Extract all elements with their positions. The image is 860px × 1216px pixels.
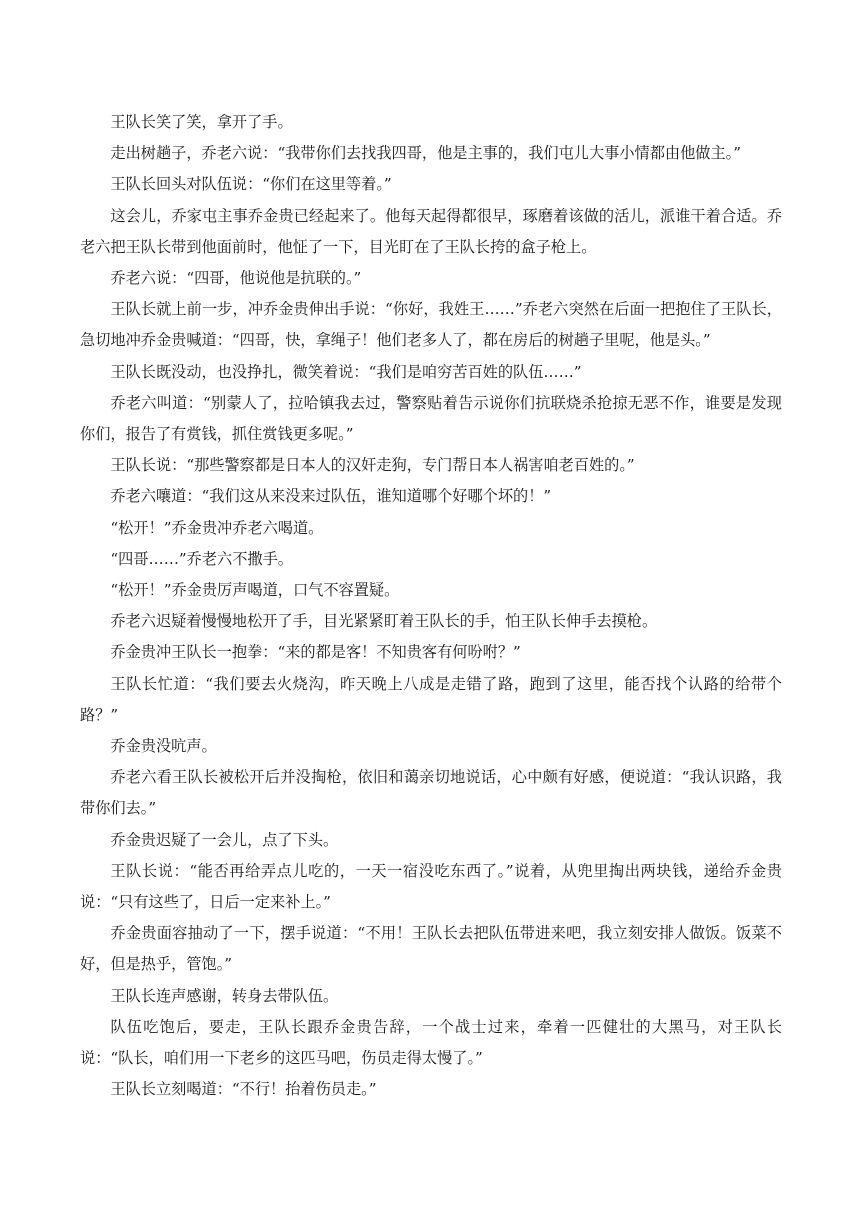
paragraph: 王队长回头对队伍说：“你们在这里等着。” bbox=[110, 175, 392, 194]
paragraph: 王队长就上前一步，冲乔金贵伸出手说：“你好，我姓王……”乔老六突然在后面一把抱住了王队长，急切地冲乔金贵喊道：“四哥，快，拿绳子！他们老多人了，都在房后的树趟子里呢，他是头。” bbox=[80, 300, 782, 350]
paragraph: 王队长既没动，也没挣扎，微笑着说：“我们是咱穷苦百姓的队伍……” bbox=[110, 362, 582, 381]
paragraph: 走出树趟子，乔老六说：“我带你们去找我四哥，他是主事的，我们屯儿大事小情都由他做主。” bbox=[110, 144, 742, 163]
paragraph: 乔老六叫道：“别蒙人了，拉哈镇我去过，警察贴着告示说你们抗联烧杀抢掠无恶不作，谁要是发现你们，报告了有赏钱，抓住赏钱更多呢。” bbox=[80, 393, 782, 444]
paragraph: 乔金贵冲王队长一抱拳：“来的都是客！不知贵客有何吩咐？” bbox=[110, 643, 521, 662]
paragraph: 乔老六迟疑着慢慢地松开了手，目光紧紧盯着王队长的手，怕王队长伸手去摸枪。 bbox=[110, 612, 658, 631]
paragraph: 王队长忙道：“我们要去火烧沟，昨天晚上八成是走错了路，跑到了这里，能否找个认路的给带个路？” bbox=[80, 674, 782, 724]
paragraph: 乔金贵面容抽动了一下，摆手说道：“不用！王队长去把队伍带进来吧，我立刻安排人做饭。饭菜不好，但是热乎，管饱。” bbox=[80, 924, 782, 974]
paragraph: 乔老六嚷道：“我们这从来没来过队伍，谁知道哪个好哪个坏的！” bbox=[110, 487, 552, 506]
paragraph: 乔金贵迟疑了一会儿，点了下头。 bbox=[110, 830, 339, 849]
paragraph: 王队长说：“那些警察都是日本人的汉奸走狗，专门帮日本人祸害咱老百姓的。” bbox=[110, 456, 635, 475]
paragraph: “松开！”乔金贵冲乔老六喝道。 bbox=[110, 518, 324, 537]
paragraph: 王队长说：“能否再给弄点儿吃的，一天一宿没吃东西了。”说着，从兜里掏出两块钱，递给乔金贵说：“只有这些了，日后一定来补上。” bbox=[80, 861, 782, 912]
paragraph: 这会儿，乔家屯主事乔金贵已经起来了。他每天起得都很早，琢磨着该做的活儿，派谁干着合适。乔老六把王队长带到他面前时，他怔了一下，目光盯在了王队长挎的盒子枪上。 bbox=[80, 206, 782, 256]
paragraph: “四哥……”乔老六不撒手。 bbox=[110, 549, 293, 568]
paragraph: “松开！”乔金贵厉声喝道，口气不容置疑。 bbox=[110, 581, 400, 600]
paragraph: 队伍吃饱后，要走，王队长跟乔金贵告辞，一个战士过来，牵着一匹健壮的大黑马，对王队长说：“队长，咱们用一下老乡的这匹马吧，伤员走得太慢了。” bbox=[80, 1017, 782, 1068]
paragraph: 乔老六说：“四哥，他说他是抗联的。” bbox=[110, 269, 362, 288]
paragraph: 乔金贵没吭声。 bbox=[110, 737, 217, 756]
paragraph: 王队长连声感谢，转身去带队伍。 bbox=[110, 986, 339, 1005]
story-text bbox=[80, 107, 782, 1106]
paragraph: 王队长立刻喝道：“不行！抬着伤员走。” bbox=[110, 1080, 377, 1099]
paragraph: 乔老六看王队长被松开后并没掏枪，依旧和蔼亲切地说话，心中颇有好感，便说道：“我认识路，我带你们去。” bbox=[80, 768, 782, 818]
paragraph: 王队长笑了笑，拿开了手。 bbox=[110, 113, 293, 131]
